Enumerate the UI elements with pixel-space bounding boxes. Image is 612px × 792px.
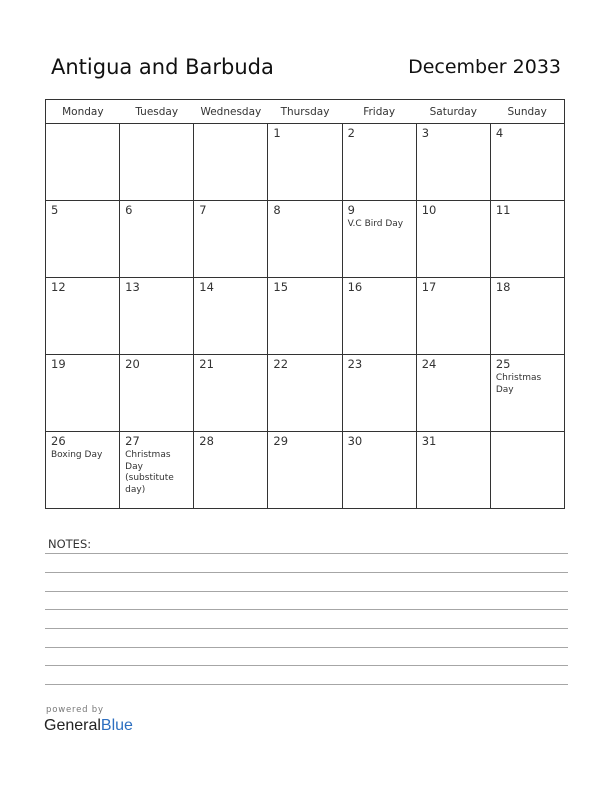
day-cell <box>194 355 268 432</box>
week-row <box>46 124 565 201</box>
day-cell <box>342 432 416 509</box>
week-row <box>46 432 565 509</box>
note-line <box>45 628 568 629</box>
day-cell <box>490 355 564 432</box>
notes-label: NOTES: <box>48 537 92 551</box>
day-number: 31 <box>421 434 437 448</box>
note-line <box>45 665 568 666</box>
brand-logo-part2: Blue <box>100 717 133 734</box>
week-row <box>46 355 565 432</box>
day-number: 12 <box>51 280 66 294</box>
day-number: 17 <box>421 280 437 294</box>
day-cell <box>194 432 268 509</box>
day-number: 9 <box>347 203 355 217</box>
day-number: 27 <box>125 434 140 448</box>
day-number: 7 <box>199 203 207 217</box>
month-year-title: December 2033 <box>408 56 561 78</box>
day-cell <box>194 201 268 278</box>
day-cell <box>120 201 194 278</box>
holiday-label: V.C Bird Day <box>347 219 404 229</box>
day-number: 5 <box>51 203 59 217</box>
weekday-header: Monday <box>46 100 120 124</box>
day-cell <box>46 201 120 278</box>
day-cell <box>194 124 268 201</box>
weekday-header: Wednesday <box>194 100 268 124</box>
day-cell <box>46 432 120 509</box>
day-cell <box>268 201 342 278</box>
holiday-label: Boxing Day <box>51 450 103 460</box>
day-cell <box>490 201 564 278</box>
country-title: Antigua and Barbuda <box>51 55 274 79</box>
weekday-header: Thursday <box>268 100 342 124</box>
holiday-label: Christmas Day (substitute day) <box>125 450 174 495</box>
day-number: 24 <box>421 357 437 371</box>
day-number: 3 <box>421 126 430 140</box>
day-cell <box>46 278 120 355</box>
day-number: 16 <box>347 280 363 294</box>
day-cell <box>416 124 490 201</box>
day-number: 13 <box>125 280 140 294</box>
day-number: 11 <box>495 203 511 217</box>
day-number: 2 <box>347 126 355 140</box>
day-cell <box>46 124 120 201</box>
day-cell <box>120 355 194 432</box>
day-number: 22 <box>273 357 289 371</box>
powered-by-text: powered by <box>46 705 104 715</box>
day-cell <box>416 278 490 355</box>
week-row <box>46 201 565 278</box>
day-cell <box>342 278 416 355</box>
day-cell <box>342 355 416 432</box>
week-row <box>46 278 565 355</box>
day-number: 30 <box>347 434 363 448</box>
day-number: 6 <box>125 203 133 217</box>
note-line <box>45 553 568 554</box>
brand-logo <box>44 717 133 735</box>
day-cell <box>120 278 194 355</box>
day-cell <box>120 124 194 201</box>
day-number: 4 <box>495 126 504 140</box>
day-cell <box>268 124 342 201</box>
note-line <box>45 609 568 610</box>
brand-logo-part1: General <box>44 717 101 734</box>
day-number: 21 <box>199 357 214 371</box>
day-cell <box>490 124 564 201</box>
note-line <box>45 647 568 648</box>
day-cell <box>416 355 490 432</box>
day-cell <box>268 278 342 355</box>
day-cell <box>268 355 342 432</box>
note-line <box>45 684 568 685</box>
weekday-header: Sunday <box>490 100 564 124</box>
day-cell <box>416 201 490 278</box>
day-number: 28 <box>199 434 214 448</box>
day-number: 20 <box>125 357 140 371</box>
day-cell <box>268 432 342 509</box>
day-number: 8 <box>273 203 281 217</box>
weekday-header: Tuesday <box>120 100 194 124</box>
holiday-label: Christmas Day <box>495 373 542 395</box>
weekday-header-row <box>46 100 565 124</box>
day-number: 26 <box>51 434 66 448</box>
day-cell <box>120 432 194 509</box>
day-number: 14 <box>199 280 214 294</box>
day-cell <box>342 124 416 201</box>
day-number: 29 <box>273 434 289 448</box>
calendar-grid <box>45 99 565 509</box>
day-number: 18 <box>495 280 511 294</box>
weekday-header: Friday <box>342 100 416 124</box>
day-cell <box>194 278 268 355</box>
weekday-header: Saturday <box>416 100 490 124</box>
day-cell <box>490 278 564 355</box>
day-number: 10 <box>421 203 437 217</box>
day-number: 25 <box>495 357 511 371</box>
note-line <box>45 591 568 592</box>
day-number: 19 <box>51 357 66 371</box>
day-number: 1 <box>273 126 281 140</box>
day-cell <box>490 432 564 509</box>
note-line <box>45 572 568 573</box>
day-number: 15 <box>273 280 289 294</box>
day-cell <box>342 201 416 278</box>
day-number: 23 <box>347 357 363 371</box>
day-cell <box>416 432 490 509</box>
day-cell <box>46 355 120 432</box>
